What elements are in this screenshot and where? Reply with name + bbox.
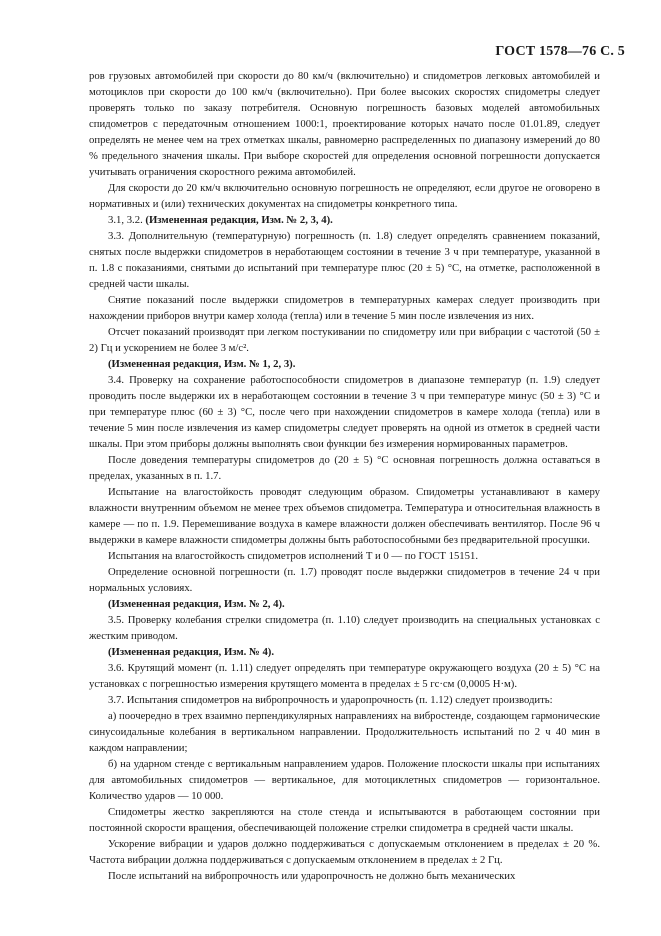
paragraph: После доведения температуры спидометров до (20 ± 5) °С основная погрешность должна оставаться в пределах, указанных в п. 1.7. (89, 454, 600, 482)
paragraph: Определение основной погрешности (п. 1.7) проводят после выдержки спидометров в течение 24 ч при нормальных условиях. (89, 566, 600, 594)
amendment-note: (Измененная редакция, Изм. № 1, 2, 3). (108, 358, 296, 370)
paragraph: После испытаний на вибропрочность или ударопрочность не должно быть механических (108, 870, 516, 882)
paragraph: ров грузовых автомобилей при скорости до 80 км/ч (включительно) и спидометров легковых автомобилей и мотоциклов при скорости до 100 км/ч (включительно). При более высоких скоростях спидометры следует проверять только по заказу потребителя. Основную погрешность базовых моделей автомобильных спидометров с передаточным отношением 1000:1, проектирование которых начато после 01.01.89, следует определять не менее чем на трех отметках шкалы, равномерно распределенных по диапазону измерений до 80 % предельного значения шкалы. При выборе скоростей для определения основной погрешности допускается учитывать ограничения скоростного режима автомобилей. (89, 70, 600, 178)
paragraph: 3.5. Проверку колебания стрелки спидометра (п. 1.10) следует производить на специальных установках с жестким приводом. (89, 614, 600, 642)
page-header: ГОСТ 1578—76 С. 5 (495, 44, 625, 59)
paragraph: 3.4. Проверку на сохранение работоспособности спидометров в диапазоне температур (п. 1.9) следует проводить после выдержки их в неработающем состоянии в течение 3 ч при температуре минус (50 ± 3) °С и при температуре плюс (60 ± 3) °С, после чего при нахождении спидометров в камере холода (тепла) или в течение 5 мин после извлечения из камер спидометры следует проверять на одной из отметок в средней части шкалы. При этом приборы должны выполнять свои функции без измерения нормированных параметров. (89, 374, 600, 450)
paragraph: Испытание на влагостойкость проводят следующим образом. Спидометры устанавливают в камеру влажности внутренним объемом не менее трех объемов спидометра. Температура и относительная влажность в камере — по п. 1.9. Перемешивание воздуха в камере влажности должен обеспечивать вентилятор. После 96 ч выдержки в камере влажности спидометры должны быть работоспособными без предварительной просушки. (89, 486, 600, 546)
paragraph: 3.7. Испытания спидометров на вибропрочность и ударопрочность (п. 1.12) следует производить: (108, 694, 553, 706)
amendment-note: (Измененная редакция, Изм. № 2, 4). (108, 598, 285, 610)
paragraph: Снятие показаний после выдержки спидометров в температурных камерах следует производить при нахождении приборов внутри камер холода (тепла) или в течение 5 мин после извлечения из них. (89, 294, 600, 322)
amendment-text: (Измененная редакция, Изм. № 2, 3, 4). (145, 214, 333, 226)
document-body (89, 68, 600, 884)
paragraph: Ускорение вибрации и ударов должно поддерживаться с допускаемым отклонением в пределах ± 20 %. Частота вибрации должна поддерживаться с допускаемым отклонением в пределах ± 2 Гц. (89, 838, 600, 866)
paragraph: 3.3. Дополнительную (температурную) погрешность (п. 1.8) следует определять сравнением показаний, снятых после выдержки спидометров в неработающем состоянии в течение 3 ч при температуре, указанной в п. 1.8 с показаниями, снятыми до испытаний при температуре плюс (20 ± 5) °С, на отметке, расположенной в средней части шкалы. (89, 230, 600, 290)
amendment-note (89, 212, 600, 228)
paragraph: Для скорости до 20 км/ч включительно основную погрешность не определяют, если другое не оговорено в нормативных и (или) технических документах на спидометры конкретного типа. (89, 182, 600, 210)
list-item: а) поочередно в трех взаимно перпендикулярных направлениях на вибростенде, создающем гармонические синусоидальные колебания в вертикальном направлении. Продолжительность испытаний по 2 ч 40 мин в каждом направлении; (89, 710, 600, 754)
paragraph: Отсчет показаний производят при легком постукивании по спидометру или при вибрации с частотой (50 ± 2) Гц и ускорением не более 3 м/с². (89, 326, 600, 354)
clause-ref: 3.1, 3.2. (108, 214, 146, 226)
list-item: б) на ударном стенде с вертикальным направлением ударов. Положение плоскости шкалы при испытаниях для автомобильных спидометров — вертикальное, для мотоциклетных спидометров — горизонтальное. Количество ударов — 10 000. (89, 758, 600, 802)
paragraph: Спидометры жестко закрепляются на столе стенда и испытываются в работающем состоянии при постоянной скорости вращения, обеспечивающей положение стрелки спидометра в средней части шкалы. (89, 806, 600, 834)
paragraph: 3.6. Крутящий момент (п. 1.11) следует определять при температуре окружающего воздуха (20 ± 5) °С на установках с погрешностью измерения крутящего момента в пределах ± 5 гс·см (0,0005 Н·м). (89, 662, 600, 690)
amendment-note: (Измененная редакция, Изм. № 4). (108, 646, 275, 658)
paragraph: Испытания на влагостойкость спидометров исполнений Т и 0 — по ГОСТ 15151. (108, 550, 479, 562)
